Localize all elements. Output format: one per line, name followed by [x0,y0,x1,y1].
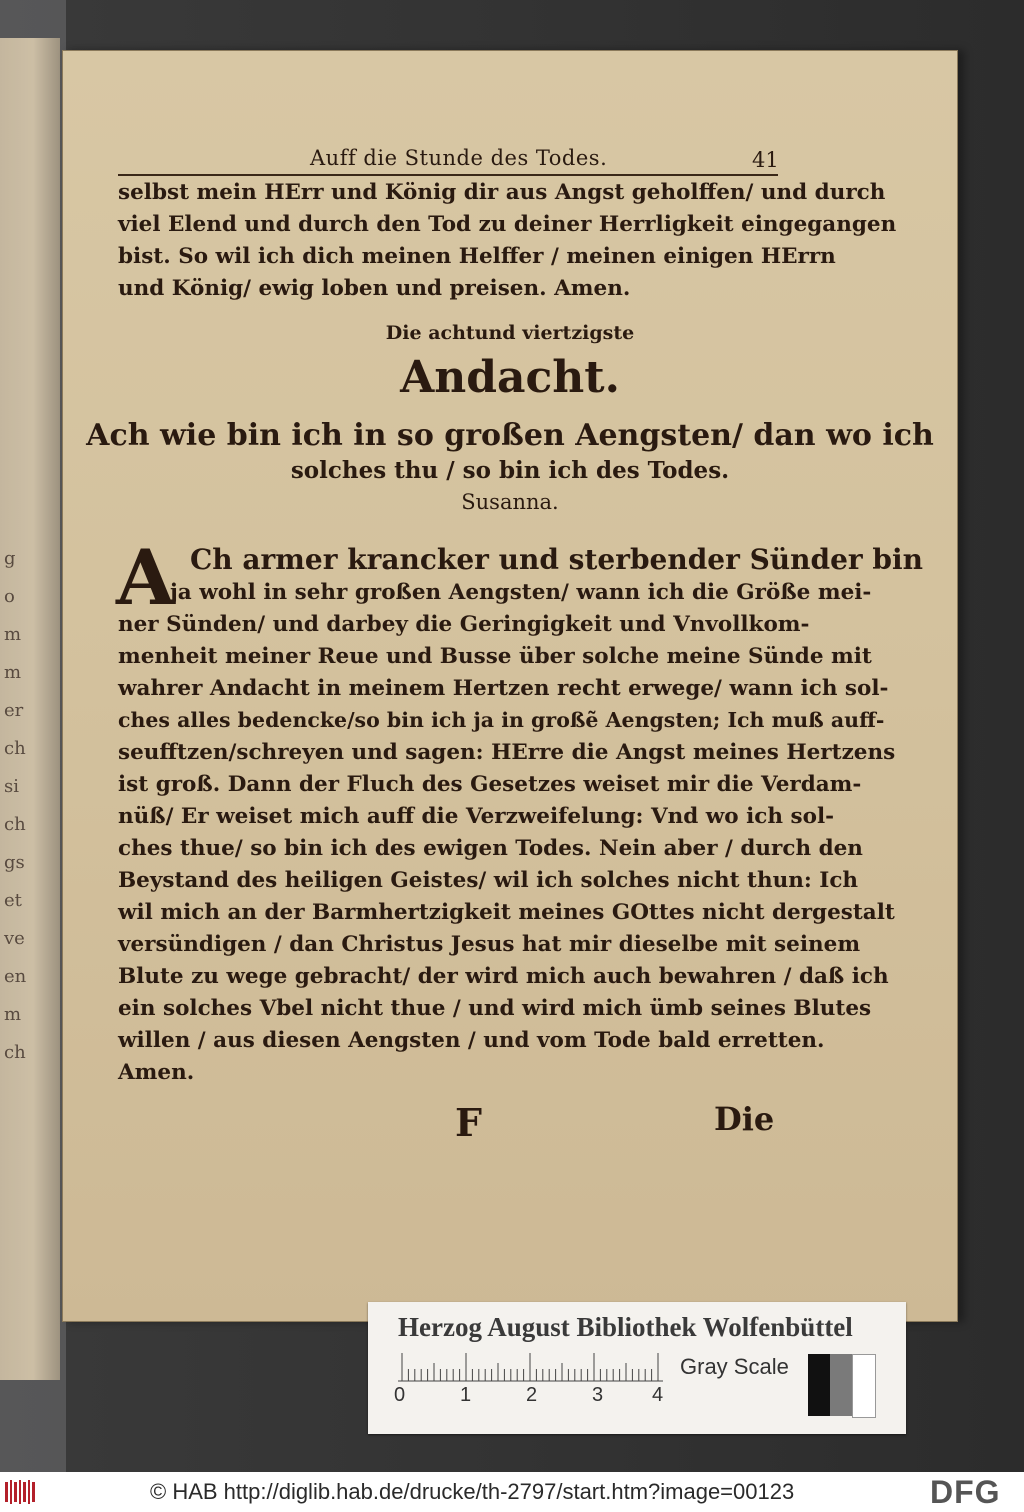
plastic-sleeve [0,0,66,1472]
body-line: nüß/ Er weiset mich auff die Verzweifelung: Vnd wo ich sol- [118,804,835,829]
catchword: Die [714,1100,775,1138]
dfg-logo: DFG [930,1474,1001,1510]
left-fragment: ch [4,814,26,835]
body-line: ches thue/ so bin ich des ewigen Todes. Nein aber / durch den [118,836,863,861]
scale-number: 3 [592,1384,604,1406]
left-fragment: m [4,624,22,645]
signature-mark: F [455,1100,482,1145]
quote-line: solches thu / so bin ich des Todes. [290,457,730,484]
gray-swatch-mid [830,1354,852,1416]
body-line: ist groß. Dann der Fluch des Gesetzes weiset mir die Verdam- [118,772,862,797]
left-fragment: ve [4,928,25,949]
body-line: ches alles bedencke/so bin ich ja in großẽ Aengsten; Ich muß auff- [118,708,885,732]
left-fragment: et [4,890,22,911]
scale-number: 1 [460,1384,472,1406]
body-line: ner Sünden/ und darbey die Geringigkeit und Vnvollkom- [118,612,810,637]
body-line: Amen. [118,1060,195,1085]
body-line: Ch armer krancker und sterbender Sünder bin [190,543,923,576]
scale-number: 2 [526,1384,538,1406]
scale-number: 0 [394,1384,406,1406]
text-line: viel Elend und durch den Tod zu deiner Herrligkeit eingegangen [118,212,897,237]
header-rule [118,174,778,176]
hab-barcode-icon [4,1478,38,1506]
section-title: Andacht. [400,352,620,403]
page-number: 41 [752,148,779,172]
scale-number: 4 [652,1384,664,1406]
left-fragment: si [4,776,19,797]
left-fragment: o [4,586,15,607]
body-line: wil mich an der Barmhertzigkeit meines GOttes nicht dergestalt [118,900,895,925]
left-fragment: gs [4,852,25,873]
body-line: Blute zu wege gebracht/ der wird mich auch bewahren / daß ich [118,964,889,989]
left-fragment: m [4,1004,22,1025]
body-line: menheit meiner Reue und Busse über solche meine Sünde mit [118,644,872,669]
gray-swatch-black [808,1354,830,1416]
card-title: Herzog August Bibliothek Wolfenbüttel [398,1312,853,1342]
ruler-scale [398,1352,663,1382]
drop-capital: A [116,533,175,622]
footer-bar [0,1472,1024,1512]
quote-source: Susanna. [461,490,559,514]
body-line: Beystand des heiligen Geistes/ wil ich solches nicht thun: Ich [118,868,859,893]
left-fragment: er [4,700,24,721]
left-fragment: m [4,662,22,683]
text-line: bist. So wil ich dich meinen Helffer / meinen einigen HErrn [118,244,836,269]
text-line: selbst mein HErr und König dir aus Angst geholffen/ und durch [118,180,886,205]
quote-line: Ach wie bin ich in so großen Aengsten/ dan wo ich [86,418,934,453]
left-fragment: ch [4,1042,26,1063]
left-fragment: ch [4,738,26,759]
body-line: willen / aus diesen Aengsten / und vom Tode bald erretten. [118,1028,825,1053]
body-line: versündigen / dan Christus Jesus hat mir dieselbe mit seinem [118,932,861,957]
left-fragment: en [4,966,27,987]
gray-swatch-white [852,1354,876,1418]
left-fragment: g [4,548,16,569]
running-head: Auff die Stunde des Todes. [310,146,608,170]
color-reference-card [368,1302,906,1434]
text-line: und König/ ewig loben und preisen. Amen. [118,276,631,301]
footer-url[interactable]: © HAB http://diglib.hab.de/drucke/th-2797/start.htm?image=00123 [150,1479,795,1504]
gray-scale-label: Gray Scale [680,1354,789,1379]
section-subheading: Die achtund viertzigste [385,322,635,344]
body-line: ja wohl in sehr großen Aengsten/ wann ich die Größe mei- [170,580,872,605]
body-line: wahrer Andacht in meinem Hertzen recht erwege/ wann ich sol- [118,676,889,701]
body-line: seufftzen/schreyen und sagen: HErre die Angst meines Hertzens [118,740,896,765]
body-line: ein solches Vbel nicht thue / und wird mich ümb seines Blutes [118,996,872,1021]
